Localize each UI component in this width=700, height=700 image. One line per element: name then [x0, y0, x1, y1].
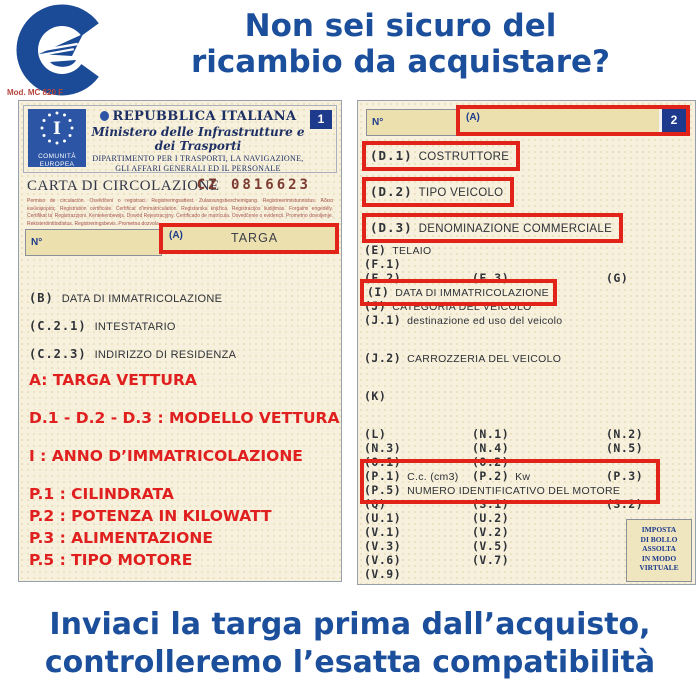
- row-code: (C.2.1): [29, 319, 87, 333]
- doc-row: [364, 439, 689, 453]
- doc-cell: [364, 311, 562, 329]
- row-code: (Q): [364, 497, 387, 511]
- row-code: (N.2): [606, 427, 644, 441]
- row-label: NUMERO IDENTIFICATIVO DEL MOTORE: [407, 485, 621, 497]
- row-code: (U.1): [364, 511, 402, 525]
- doc-row: [364, 425, 689, 439]
- row-code: (V.1): [364, 525, 402, 539]
- row-code: (P.3): [606, 469, 644, 483]
- eu-stars-icon: [37, 109, 77, 147]
- doc-row: [364, 387, 689, 401]
- row-code: (O.2): [472, 455, 510, 469]
- doc-row: [364, 349, 689, 363]
- row-label: DATA DI IMMATRICOLAZIONE: [61, 293, 223, 305]
- row-code: (O.1): [364, 455, 402, 469]
- row-label: TELAIO: [392, 245, 432, 257]
- left-doc-rows: [29, 289, 236, 373]
- row-label: INTESTATARIO: [94, 321, 176, 333]
- document-title-row: [27, 177, 333, 197]
- row-code: (P.2): [472, 469, 510, 483]
- italy-emblem-icon: [100, 111, 109, 121]
- doc-row: [29, 317, 236, 331]
- imposta-line: IN MODO: [641, 553, 677, 563]
- row-code: (V.3): [364, 539, 402, 553]
- row-label: CARROZZERIA DEL VEICOLO: [407, 353, 562, 365]
- row-code: (D.3): [370, 220, 413, 235]
- document-header: [23, 105, 337, 173]
- ministry-title: Ministero delle Infrastrutture e dei Trasporti: [91, 125, 305, 153]
- department-line2: GLI AFFARI GENERALI ED IL PERSONALE: [115, 164, 281, 173]
- number-field-2: [366, 109, 461, 136]
- row-label: destinazione ed uso del veicolo: [407, 315, 563, 327]
- doc-cell: [364, 349, 561, 367]
- highlighted-d-row: [362, 177, 514, 207]
- highlight-box-targa-2: [456, 105, 690, 136]
- doc-cell: [367, 283, 549, 300]
- page-title-line1: Non sei sicuro del: [244, 8, 557, 44]
- row-code: (V.5): [472, 539, 510, 553]
- row-code: (P.5): [364, 483, 402, 497]
- doc-row: [364, 283, 689, 297]
- registration-card-page1: [18, 100, 342, 582]
- registration-card-page2: [357, 100, 696, 585]
- annotation-line: P.5 : TIPO MOTORE: [29, 551, 193, 569]
- annotation-line: P.1 : CILINDRATA: [29, 485, 174, 503]
- annotation-line: A: TARGA VETTURA: [29, 371, 197, 389]
- department-line1: DIPARTIMENTO PER I TRASPORTI, LA NAVIGAZIONE,: [92, 154, 304, 163]
- multilingual-text: Permiso de circulación. Osvědčení o registraci. Registreringsattest. Zulassungsbescheinigung. Registreerimistunnistus. Άδεια κυκλοφορίας. Registration certificate. Certificat d’immatriculation. Registarska knjižica. Registracijos liudijimas. Forgalmi engedély. Certifikat ta’ Registrazzjoni. Kentekenbewijs. Dowód Rejestracyjny. Certificado de matrícula. Osvedčenie o evidencii. Prometno dovoljenje. Rekisteröintitodistus. Registreringsbevis. Prometna dozvola.: [27, 198, 333, 227]
- imposta-line: IMPOSTA: [641, 525, 677, 534]
- targa-field-2: [460, 109, 686, 132]
- row-code: (P.1): [364, 469, 402, 483]
- page-title-line2: ricambio da acquistare?: [191, 44, 610, 80]
- row-code: (F.1): [364, 257, 402, 271]
- row-label: CATEGORIA DEL VEICOLO: [392, 301, 532, 313]
- highlighted-d-row: [362, 141, 520, 171]
- row-code: (N.5): [606, 441, 644, 455]
- page-number-badge-2: 2: [659, 109, 686, 132]
- row-code: (D.1): [370, 148, 413, 163]
- annotation-line: D.1 - D.2 - D.3 : MODELLO VETTURA: [29, 409, 340, 427]
- doc-cell: [364, 387, 386, 405]
- row-code: (J.1): [364, 313, 402, 327]
- row-label: COSTRUTTORE: [418, 151, 510, 163]
- annotation-line: P.3 : ALIMENTAZIONE: [29, 529, 213, 547]
- targa-field-value: TARGA: [231, 231, 279, 245]
- row-label: C.c. (cm3): [407, 471, 459, 483]
- annotation-line: I : ANNO D’IMMATRICOLAZIONE: [29, 447, 303, 465]
- row-code: (N.1): [472, 427, 510, 441]
- brand-logo-icon: [16, 2, 108, 98]
- targa-field: [163, 227, 335, 250]
- eu-caption-line2: EUROPEA: [39, 161, 75, 168]
- row-code: (L): [364, 427, 387, 441]
- header-text: [90, 109, 306, 173]
- targa-field-2-code: (A): [466, 112, 480, 123]
- imposta-line: DI BOLLO: [640, 534, 678, 544]
- eu-emblem: [28, 109, 86, 167]
- row-code: (V.6): [364, 553, 402, 567]
- highlight-box-targa: [159, 223, 339, 254]
- row-code: (D.2): [370, 184, 413, 199]
- highlight-box-engine-group: [360, 459, 660, 504]
- row-code: (E): [364, 243, 387, 257]
- row-code: (V.9): [364, 567, 402, 581]
- row-code: (S.2): [606, 497, 644, 511]
- imposta-line: VIRTUALE: [639, 563, 679, 572]
- eu-caption-line1: COMUNITÀ: [38, 153, 76, 160]
- row-code: (G): [606, 271, 629, 285]
- row-code: (S.1): [472, 497, 510, 511]
- row-code: (K): [364, 389, 387, 403]
- row-label: TIPO VEICOLO: [418, 187, 504, 199]
- row-code: (B): [29, 291, 54, 305]
- number-field-label: N°: [31, 237, 43, 248]
- row-code: (N.3): [364, 441, 402, 455]
- page-number-badge-1: 1: [310, 110, 332, 129]
- imposta-stamp-box: [626, 519, 692, 582]
- number-field-2-label: N°: [372, 117, 384, 128]
- highlight-box-row: [360, 279, 557, 306]
- doc-row: [364, 255, 689, 269]
- row-label: Kw: [515, 471, 531, 483]
- doc-row: [29, 345, 236, 359]
- form-model-label: Mod. MC 820 F: [7, 88, 64, 97]
- row-label: INDIRIZZO DI RESIDENZA: [94, 349, 237, 361]
- doc-row: [29, 289, 236, 303]
- d-section-rows: [362, 141, 623, 249]
- republic-title: REPUBBLICA ITALIANA: [90, 109, 306, 124]
- row-code: (F.3): [472, 271, 510, 285]
- row-code: (V.2): [472, 525, 510, 539]
- row-code: (F.2): [364, 271, 402, 285]
- footer-cta-line1: Inviaci la targa prima dall’acquisto,: [49, 607, 651, 642]
- highlighted-d-row: [362, 213, 623, 243]
- row-label: DATA DI IMMATRICOLAZIONE: [395, 287, 549, 299]
- left-annotations: [29, 369, 340, 571]
- row-code: (I): [367, 285, 390, 299]
- row-code: (V.7): [472, 553, 510, 567]
- row-code: (J): [364, 299, 387, 313]
- row-code: (N.4): [472, 441, 510, 455]
- row-code: (U.2): [472, 511, 510, 525]
- svg-text:I: I: [53, 119, 61, 139]
- document-serial: CZ 0816623: [196, 177, 311, 193]
- doc-cell: [364, 565, 401, 583]
- doc-row: [364, 241, 689, 255]
- footer-cta-line2: controlleremo l’esatta compatibilità: [44, 645, 656, 680]
- document-title: CARTA DI CIRCOLAZIONE: [27, 178, 220, 194]
- row-code: (J.2): [364, 351, 402, 365]
- row-label: DENOMINAZIONE COMMERCIALE: [418, 223, 613, 235]
- imposta-line: ASSOLTA: [642, 544, 676, 553]
- number-field: [25, 229, 162, 256]
- annotation-line: P.2 : POTENZA IN KILOWATT: [29, 507, 272, 525]
- doc-row: [364, 311, 689, 325]
- row-code: (C.2.3): [29, 347, 87, 361]
- page-title: [105, 8, 696, 80]
- targa-field-code: (A): [169, 230, 183, 241]
- footer-cta: [0, 606, 700, 682]
